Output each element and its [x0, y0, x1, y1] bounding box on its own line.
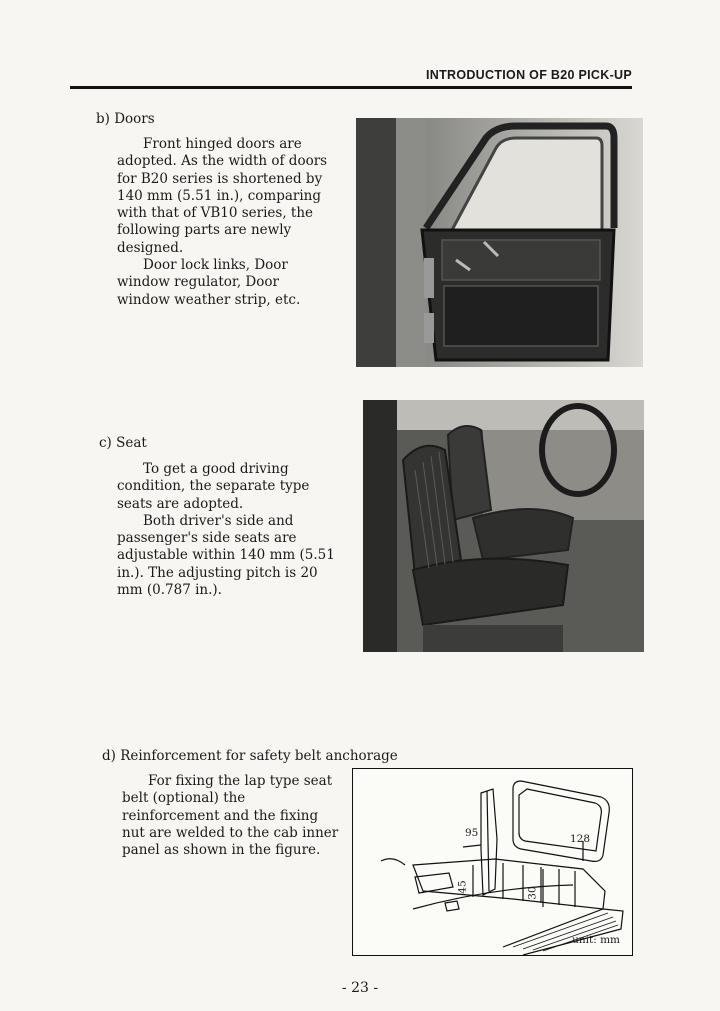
belt-paragraph-1: For fixing the lap type seat belt (optional) the reinforcement and the fixing nut are welded to the cab inner panel as shown in the figure.	[122, 773, 339, 859]
dimension-95: 95	[465, 827, 479, 839]
header-rule	[70, 86, 632, 89]
doors-paragraph-2: Door lock links, Door window regulator, Door window weather strip, etc.	[117, 257, 301, 308]
belt-text	[122, 773, 344, 859]
running-header: INTRODUCTION OF B20 PICK-UP	[425, 68, 632, 82]
seat-paragraph-1: To get a good driving condition, the separate type seats are adopted.	[117, 461, 310, 512]
anchorage-diagram	[353, 769, 632, 955]
section-heading-seat: c) Seat	[99, 435, 147, 451]
doors-text	[117, 136, 334, 309]
seat-text	[117, 461, 341, 599]
unit-label: unit: mm	[572, 934, 620, 946]
dimension-30: 30	[526, 886, 539, 900]
seat-paragraph-2: Both driver's side and passenger's side seats are adjustable within 140 mm (5.51 in.). The adjusting pitch is 20 mm (0.787 in.).	[117, 512, 335, 599]
dimension-128: 128	[570, 833, 591, 845]
door-photo	[356, 118, 643, 367]
belt-anchorage-figure	[352, 768, 633, 956]
section-heading-belt-anchorage: d) Reinforcement for safety belt anchorage	[102, 748, 398, 764]
dimension-45: 45	[456, 880, 469, 894]
section-heading-doors: b) Doors	[96, 111, 155, 127]
seat-photo	[363, 400, 644, 652]
doors-paragraph-1: Front hinged doors are adopted. As the width of doors for B20 series is shortened by 140 mm (5.51 in.), comparing with that of VB10 series, the following parts are newly designed.	[117, 136, 328, 256]
page-number: - 23 -	[341, 980, 379, 996]
